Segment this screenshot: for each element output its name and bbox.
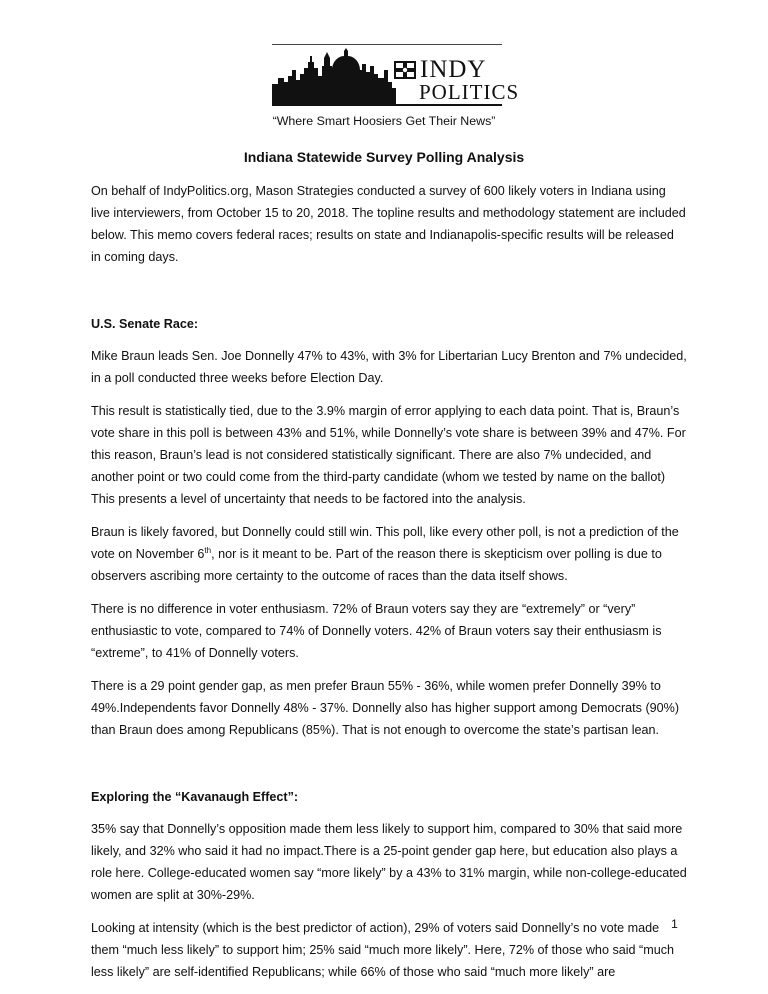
senate-paragraph-4: There is no difference in voter enthusiasm. 72% of Braun voters say they are “extremely” or “very” enthusiastic to vote, compared to 74% of Donnelly voters. 42% of Braun voters say their enthusiasm is “extreme”, to 41% of Donnelly voters. [91,602,662,660]
senate-paragraph-3-end: , nor is it meant to be. Part of the reason there is skepticism over polling is due to observers ascribing more certainty to the outcome of races than the data itself shows. [91,547,662,583]
ordinal-suffix: th [204,545,212,555]
logo-base-rule [272,104,502,106]
kavanaugh-heading: Exploring the “Kavanaugh Effect”: [91,790,299,804]
tagline: “Where Smart Hoosiers Get Their News” [272,114,496,128]
senate-paragraph-3 [91,521,687,587]
page-number: 1 [671,917,678,931]
logo-top-rule [272,44,502,45]
section-spacer [91,279,687,313]
document-title: Indiana Statewide Survey Polling Analysis [243,149,525,165]
indiana-flag-icon [394,61,416,79]
senate-heading: U.S. Senate Race: [91,317,199,331]
section-spacer [91,752,687,786]
document-body [91,180,687,994]
brand-name-line2: POLITICS [419,80,520,104]
senate-paragraph-2: This result is statistically tied, due to the 3.9% margin of error applying to each data point. That is, Braun’s vote share in this poll is between 43% and 51%, while Donnelly’s vote share is between 39% and 47%. For this reason, Braun’s lead is not considered statistically significant. There are also 7% undecided, and another point or two could come from the third-party candidate (whom we tested by name on the ballot) This presents a level of uncertainty that needs to be factored into the analysis. [91,404,686,506]
kavanaugh-paragraph-1: 35% say that Donnelly’s opposition made them less likely to support him, compared to 30% that said more likely, and 32% who said it had no impact.There is a 25-point gender gap here, but education also plays a role here. College-educated women say “more likely” by a 43% to 31% margin, while non-college-educated women are split at 30%-29%. [91,822,687,902]
kavanaugh-paragraph-2: Looking at intensity (which is the best predictor of action), 29% of voters said Donnelly’s no vote made them “much less likely” to support him; 25% said “much more likely”. Here, 72% of those who said “much less likely” are self-identified Republicans; while 66% of those who said “much more likely” are [91,921,675,979]
senate-paragraph-3-start: Braun is likely favored, but Donnelly could still win. This poll, like every other poll, is not a prediction of the vote on November 6 [91,525,679,561]
senate-paragraph-1: Mike Braun leads Sen. Joe Donnelly 47% to 43%, with 3% for Libertarian Lucy Brenton and 7% undecided, in a poll conducted three weeks before Election Day. [91,349,687,385]
brand-name-line1: INDY [420,56,487,83]
document-header [0,0,768,140]
senate-paragraph-5: There is a 29 point gender gap, as men prefer Braun 55% - 36%, while women prefer Donnelly 39% to 49%.Independents favor Donnelly 48% - 37%. Donnelly also has higher support among Democrats (90%) than Braun does among Republicans (85%). That is not enough to overcome the state’s partisan lean. [91,679,680,737]
intro-paragraph: On behalf of IndyPolitics.org, Mason Strategies conducted a survey of 600 likely voters in Indiana using live interviewers, from October 15 to 20, 2018. The topline results and methodology statement are included below. This memo covers federal races; results on state and Indianapolis-specific results will be released in coming days. [91,184,686,264]
